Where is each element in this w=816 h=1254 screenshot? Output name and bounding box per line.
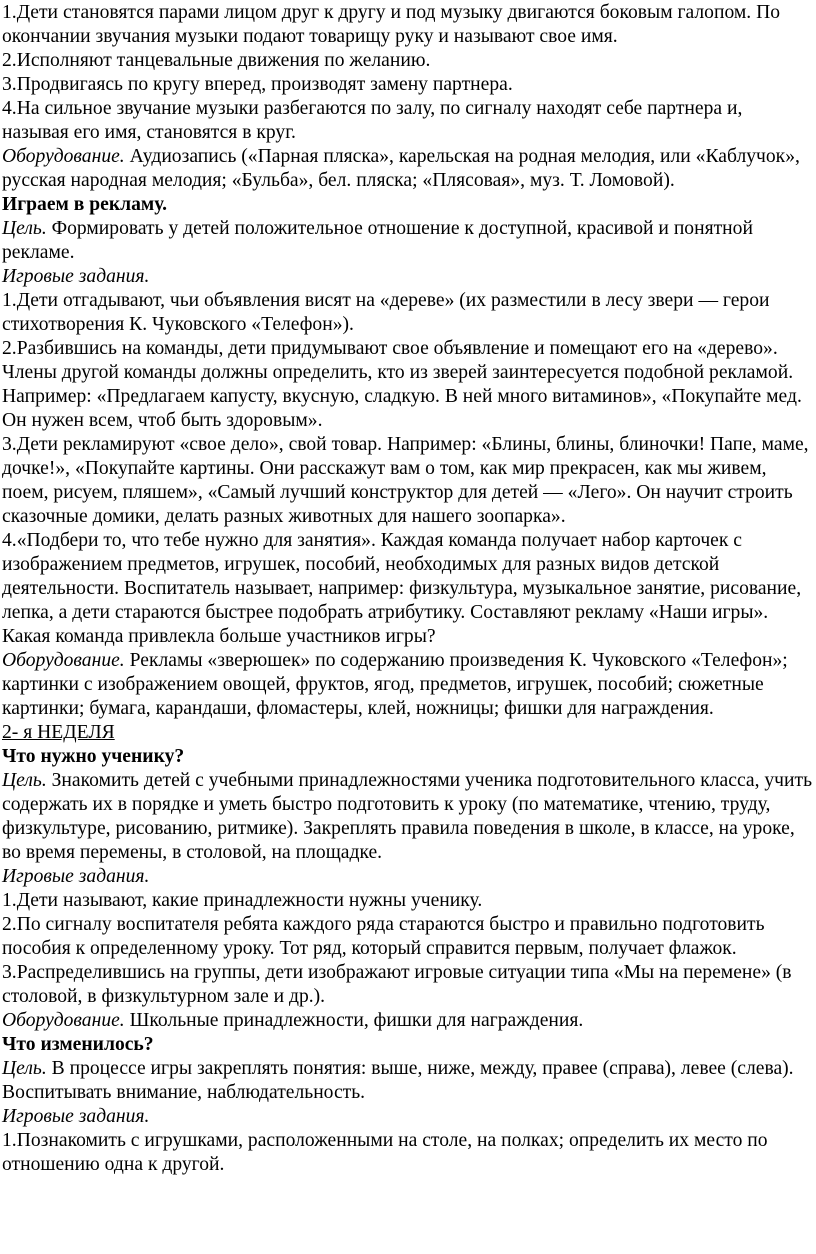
- goal-text: Формировать у детей положительное отношение к доступной, красивой и понятной рекламе.: [2, 218, 753, 263]
- paragraph-s2-goal: [2, 217, 812, 265]
- tasks-label: Игровые задания.: [2, 866, 150, 887]
- tasks-label: Игровые задания.: [2, 266, 150, 287]
- paragraph-s1-item-4: 4.На сильное звучание музыки разбегаются по залу, по сигналу находят себе партнера и, называя его имя, становятся в круг.: [2, 98, 743, 143]
- paragraph-s3-item-3: 3.Распределившись на группы, дети изображают игровые ситуации типа «Мы на перемене» (в столовой, в физкультурном зале и др.).: [2, 962, 792, 1007]
- paragraph-s3-goal: [2, 769, 812, 865]
- paragraph-s3-item-2: 2.По сигналу воспитателя ребята каждого ряда стараются быстро и правильно подготовить пособия к определенному уроку. Тот ряд, который справится первым, получает флажок.: [2, 914, 765, 959]
- equipment-text: Школьные принадлежности, фишки для награждения.: [124, 1010, 584, 1031]
- paragraph-s1-equipment: [2, 145, 812, 193]
- paragraph-s2-equipment: [2, 649, 812, 721]
- goal-label: Цель.: [2, 218, 47, 239]
- paragraph-s4-goal: [2, 1057, 812, 1105]
- week-heading: 2- я НЕДЕЛЯ: [2, 722, 115, 743]
- equipment-text: Аудиозапись («Парная пляска», карельская на родная мелодия, или «Каблучок», русская народная мелодия; «Бульба», бел. пляска; «Плясовая», муз. Т. Ломовой).: [2, 146, 800, 191]
- goal-text: Знакомить детей с учебными принадлежностями ученика подготовительного класса, учить содержать их в порядке и уметь быстро подготовить к уроку (по математике, чтению, труду, физкультуре, рисованию, ритмике). Закреплять правила поведения в школе, в классе, на уроке, во время перемены, в столовой, на площадке.: [2, 770, 813, 863]
- tasks-label: Игровые задания.: [2, 1106, 150, 1127]
- heading-s3-title: Что нужно ученику?: [2, 746, 185, 767]
- goal-label: Цель.: [2, 1058, 47, 1079]
- goal-text: В процессе игры закреплять понятия: выше, ниже, между, правее (справа), левее (слева). Воспитывать внимание, наблюдательность.: [2, 1058, 794, 1103]
- heading-s2-title: Играем в рекламу.: [2, 194, 168, 215]
- equipment-label: Оборудование.: [2, 650, 125, 671]
- paragraph-s1-item-2: 2.Исполняют танцевальные движения по желанию.: [2, 50, 431, 71]
- paragraph-s3-item-1: 1.Дети называют, какие принадлежности нужны ученику.: [2, 890, 483, 911]
- equipment-label: Оборудование.: [2, 146, 125, 167]
- paragraph-s2-item-4: 4.«Подбери то, что тебе нужно для занятия». Каждая команда получает набор карточек с изображением предметов, игрушек, пособий, необходимых для разных видов детской деятельности. Воспитатель называет, например: физкультура, музыкальное занятие, рисование, лепка, а дети стараются быстрее подобрать атрибутику. Составляют рекламу «Наши игры». Какая команда привлекла больше участников игры?: [2, 530, 802, 647]
- paragraph-s4-item-1: 1.Познакомить с игрушками, расположенными на столе, на полках; определить их место по отношению одна к другой.: [2, 1130, 768, 1175]
- paragraph-s2-item-3: 3.Дети рекламируют «свое дело», свой товар. Например: «Блины, блины, блиночки! Папе, маме, дочке!», «Покупайте картины. Они расскажут вам о том, как мир прекрасен, как мы живем, поем, рисуем, пляшем», «Самый лучший конструктор для детей — «Лего». Он научит строить сказочные домики, делать разных животных для нашего зоопарка».: [2, 434, 809, 527]
- paragraph-s2-item-2: 2.Разбившись на команды, дети придумывают свое объявление и помещают его на «дерево». Члены другой команды должны определить, кто из зверей заинтересуется подобной рекламой. Например: «Предлагаем капусту, вкусную, сладкую. В ней много витаминов», «Покупайте мед. Он нужен всем, чтоб быть здоровым».: [2, 338, 802, 431]
- goal-label: Цель.: [2, 770, 47, 791]
- heading-s4-title: Что изменилось?: [2, 1034, 154, 1055]
- equipment-label: Оборудование.: [2, 1010, 125, 1031]
- equipment-text: Рекламы «зверюшек» по содержанию произведения К. Чуковского «Телефон»; картинки с изображением овощей, фруктов, ягод, предметов, игрушек, пособий; сюжетные картинки; бумага, карандаши, фломастеры, клей, ножницы; фишки для награждения.: [2, 650, 788, 719]
- paragraph-s1-item-1: 1.Дети становятся парами лицом друг к другу и под музыку двигаются боковым галопом. По окончании звучания музыки подают товарищу руку и называют свое имя.: [2, 2, 781, 47]
- paragraph-s1-item-3: 3.Продвигаясь по кругу вперед, производят замену партнера.: [2, 74, 513, 95]
- paragraph-s2-item-1: 1.Дети отгадывают, чьи объявления висят на «дереве» (их разместили в лесу звери — герои стихотворения К. Чуковского «Телефон»).: [2, 290, 770, 335]
- paragraph-s3-equipment: [2, 1009, 812, 1033]
